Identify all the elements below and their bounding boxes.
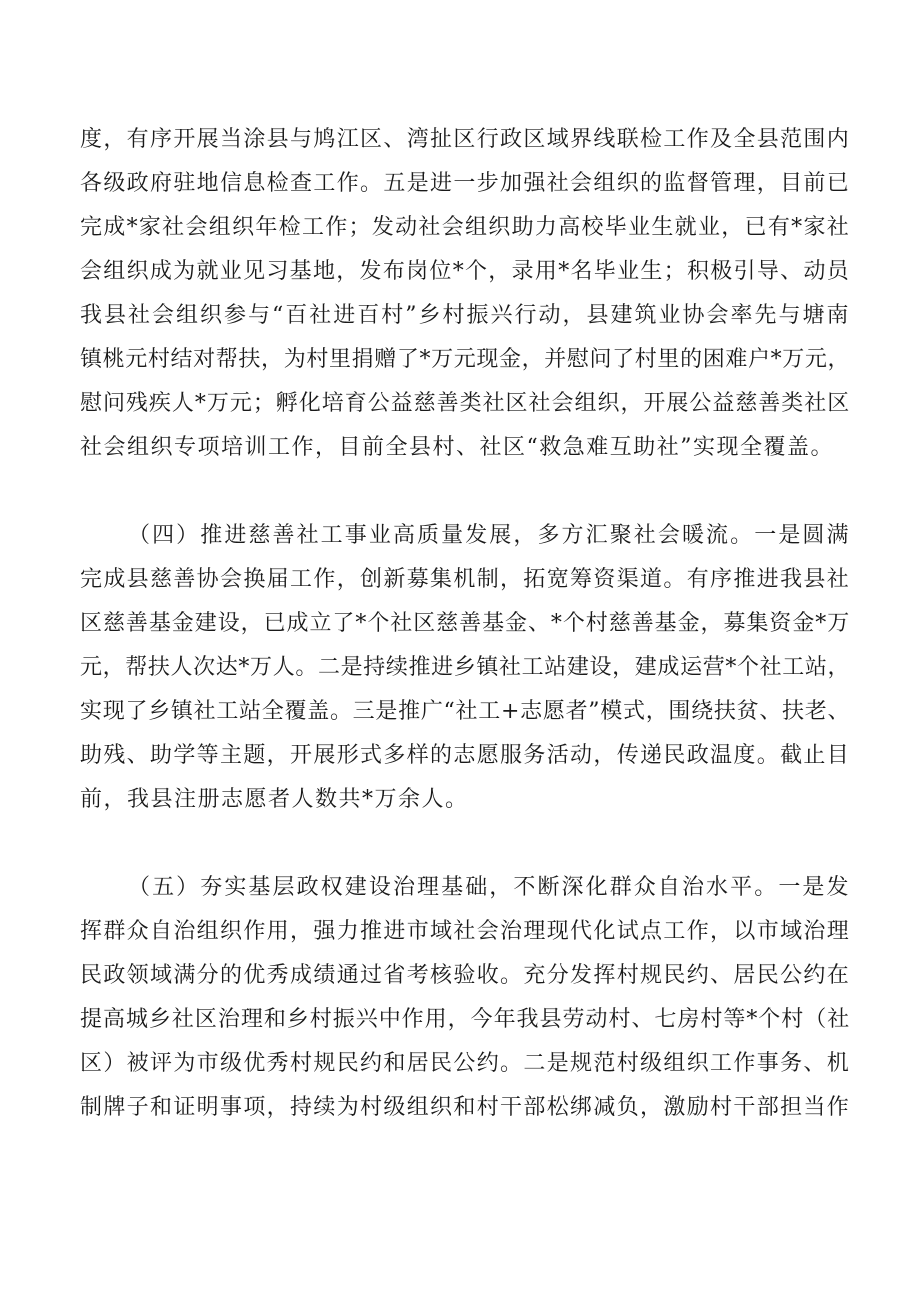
text-line: 完成*家社会组织年检工作；发动社会组织助力高校毕业生就业，已有*家社 bbox=[80, 215, 850, 240]
text-line: 区）被评为市级优秀村规民约和居民公约。二是规范村级组织工作事务、机 bbox=[80, 1051, 850, 1076]
text-line: 助残、助学等主题，开展形式多样的志愿服务活动，传递民政温度。截止目 bbox=[80, 743, 850, 768]
paragraph-spacer bbox=[80, 822, 850, 866]
text-line: 社会组织专项培训工作，目前全县村、社区“救急难互助社”实现全覆盖。 bbox=[80, 435, 834, 460]
text-line: 各级政府驻地信息检查工作。五是进一步加强社会组织的监督管理，目前已 bbox=[80, 171, 850, 196]
document-body bbox=[80, 118, 850, 1130]
text-line: 制牌子和证明事项，持续为村级组织和村干部松绑减负，激励村干部担当作 bbox=[80, 1095, 850, 1120]
paragraph-spacer bbox=[80, 470, 850, 514]
text-line: 会组织成为就业见习基地，发布岗位*个，录用*名毕业生；积极引导、动员 bbox=[80, 259, 850, 284]
text-line: 前，我县注册志愿者人数共*万余人。 bbox=[80, 787, 469, 812]
text-line: 度，有序开展当涂县与鸠江区、湾扯区行政区域界线联检工作及全县范围内 bbox=[80, 127, 850, 152]
text-line: 实现了乡镇社工站全覆盖。三是推广“社工+志愿者”模式，围绕扶贫、扶老、 bbox=[80, 699, 850, 724]
text-line: 慰问残疾人*万元；孵化培育公益慈善类社区社会组织，开展公益慈善类社区 bbox=[80, 391, 850, 416]
text-line: （四）推进慈善社工事业高质量发展，多方汇聚社会暖流。一是圆满 bbox=[128, 523, 850, 548]
text-line: 区慈善基金建设，已成立了*个社区慈善基金、*个村慈善基金，募集资金*万 bbox=[80, 611, 850, 636]
text-line: 完成县慈善协会换届工作，创新募集机制，拓宽筹资渠道。有序推进我县社 bbox=[80, 567, 850, 592]
text-line: 挥群众自治组织作用，强力推进市域社会治理现代化试点工作，以市域治理 bbox=[80, 919, 850, 944]
text-line: 民政领域满分的优秀成绩通过省考核验收。充分发挥村规民约、居民公约在 bbox=[80, 963, 850, 988]
paragraph-2 bbox=[80, 514, 850, 822]
paragraph-3 bbox=[80, 866, 850, 1130]
text-line: 镇桃元村结对帮扶，为村里捐赠了*万元现金，并慰问了村里的困难户*万元， bbox=[80, 347, 850, 372]
text-line: 我县社会组织参与“百社进百村”乡村振兴行动，县建筑业协会率先与塘南 bbox=[80, 303, 850, 328]
text-line: 元，帮扶人次达*万人。二是持续推进乡镇社工站建设，建成运营*个社工站， bbox=[80, 655, 850, 680]
paragraph-1 bbox=[80, 118, 850, 470]
text-line: （五）夯实基层政权建设治理基础，不断深化群众自治水平。一是发 bbox=[128, 875, 850, 900]
text-line: 提高城乡社区治理和乡村振兴中作用，今年我县劳动村、七房村等*个村（社 bbox=[80, 1007, 850, 1032]
